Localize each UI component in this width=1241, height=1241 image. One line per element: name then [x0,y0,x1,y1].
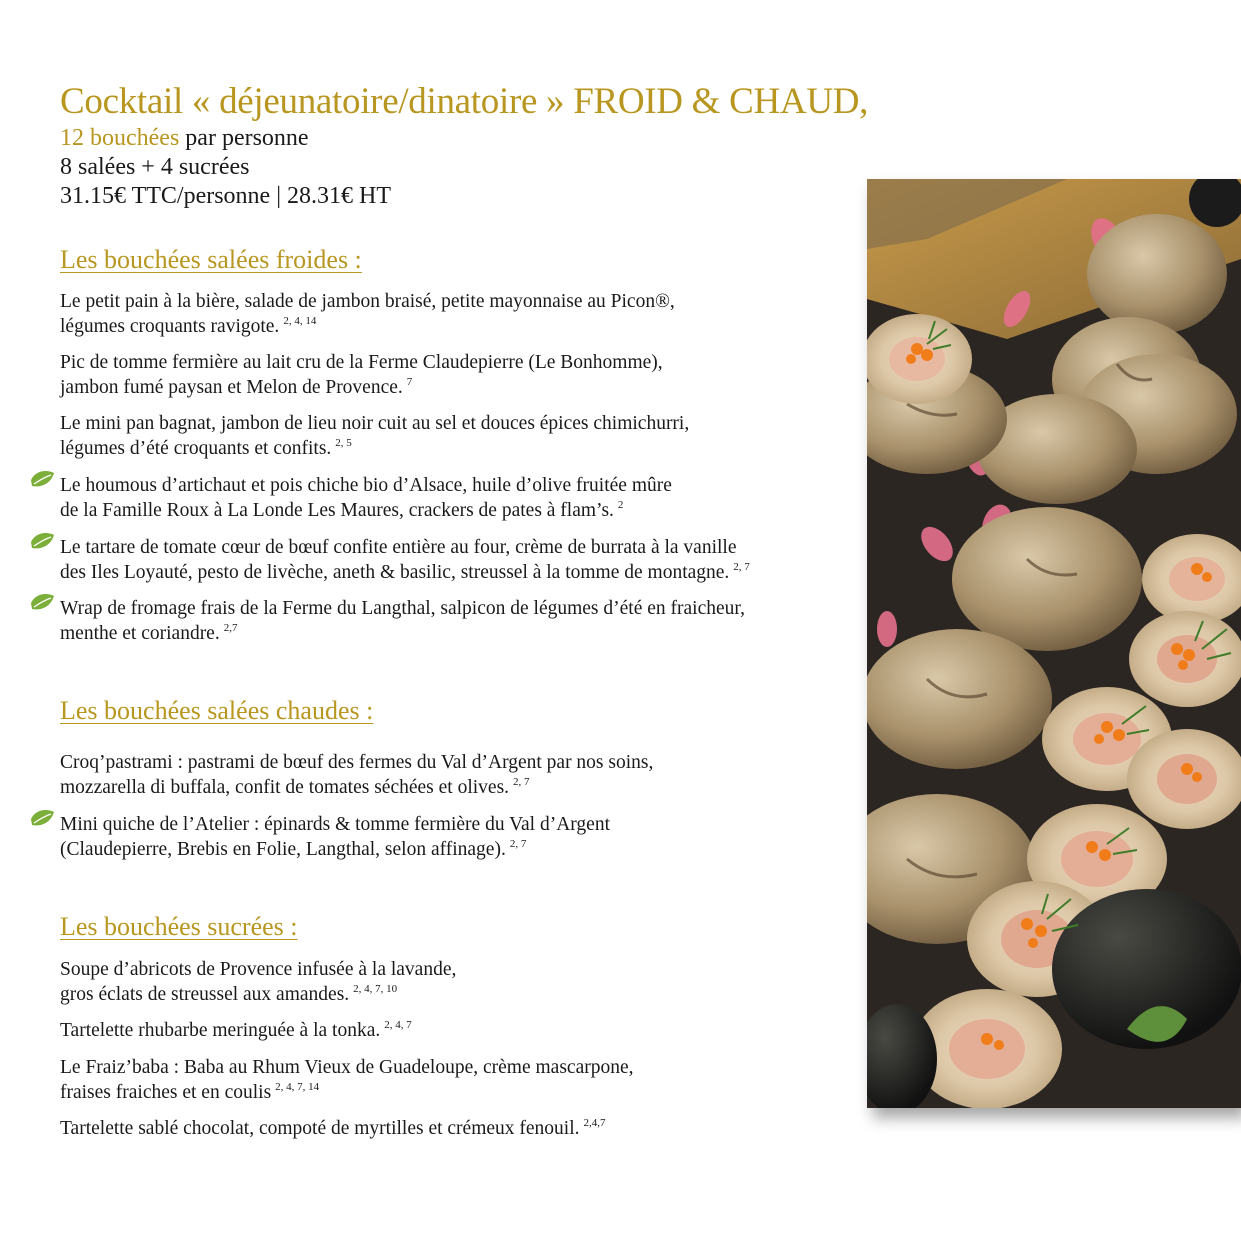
page-title: Cocktail « déjeunatoire/dinatoire » FROID & CHAUD, [60,81,869,122]
item-line [60,1018,850,1043]
allergen-codes: 2, 4, 7 [384,1019,412,1031]
leaf-icon [30,532,55,552]
item-line [60,1080,850,1105]
menu-item-vegetarian [60,535,850,585]
menu-item [60,750,850,800]
allergen-codes: 2,7 [223,622,238,634]
item-line [60,498,850,523]
item-text: jambon fumé paysan et Melon de Provence. [60,377,403,398]
item-line [60,621,850,646]
menu-item [60,1116,850,1141]
item-text: menthe et coriandre. [60,623,220,644]
leaf-icon [30,470,55,490]
item-text: (Claudepierre, Brebis en Folie, Langthal, selon affinage). [60,839,506,860]
item-text: Tartelette sablé chocolat, compoté de myrtilles et crémeux fenouil. [60,1118,580,1139]
item-text: des Iles Loyauté, pesto de livèche, aneth & basilic, streussel à la tomme de montagne. [60,562,730,583]
portion-line [60,124,391,153]
food-photo-illustration [867,179,1241,1108]
item-line [60,314,850,339]
allergen-codes: 2,4,7 [583,1117,606,1129]
allergen-codes: 2, 7 [513,776,530,788]
food-photo [867,179,1241,1108]
intro-block [60,124,391,211]
allergen-codes: 2, 4, 7, 14 [275,1081,320,1093]
item-line: Mini quiche de l’Atelier : épinards & tomme fermière du Val d’Argent [60,814,610,835]
menu-item-vegetarian [60,473,850,523]
menu-item-vegetarian [60,812,850,862]
section-title-cold: Les bouchées salées froides : [60,245,362,274]
allergen-codes: 7 [406,376,413,388]
item-line [60,837,850,862]
item-line: Croq’pastrami : pastrami de bœuf des fermes du Val d’Argent par nos soins, [60,752,654,773]
item-line [60,560,850,585]
allergen-codes: 2, 4, 7, 10 [353,983,398,995]
leaf-icon [30,593,55,613]
menu-item [60,350,850,400]
item-line: Wrap de fromage frais de la Ferme du Langthal, salpicon de légumes d’été en fraicheur, [60,598,745,619]
menu-item [60,289,850,339]
portion-split: 8 salées + 4 sucrées [60,154,250,180]
leaf-icon [30,809,55,829]
item-line: Le mini pan bagnat, jambon de lieu noir cuit au sel et douces épices chimichurri, [60,413,690,434]
portion-text: par personne [179,125,309,151]
item-text: mozzarella di buffala, confit de tomates séchées et olives. [60,777,510,798]
item-text: Tartelette rhubarbe meringuée à la tonka. [60,1020,381,1041]
allergen-codes: 2, 4, 14 [283,315,317,327]
allergen-codes: 2 [617,499,624,511]
item-line: Soupe d’abricots de Provence infusée à la lavande, [60,959,457,980]
section-title-hot: Les bouchées salées chaudes : [60,696,374,725]
menu-item-vegetarian [60,596,850,646]
item-line [60,982,850,1007]
item-line: Le petit pain à la bière, salade de jambon braisé, petite mayonnaise au Picon®, [60,291,675,312]
item-text: fraises fraiches et en coulis [60,1082,272,1103]
portion-count: 12 bouchées [60,125,180,151]
item-text: légumes croquants ravigote. [60,316,280,337]
item-text: de la Famille Roux à La Londe Les Maures, crackers de pates à flam’s. [60,500,614,521]
price-line: 31.15€ TTC/personne | 28.31€ HT [60,183,391,209]
section-title-sweet: Les bouchées sucrées : [60,912,298,941]
item-line [60,375,850,400]
menu-item [60,1018,850,1043]
item-line: Le houmous d’artichaut et pois chiche bio d’Alsace, huile d’olive fruitée mûre [60,475,672,496]
menu-item [60,1055,850,1105]
item-line [60,775,850,800]
item-line: Pic de tomme fermière au lait cru de la Ferme Claudepierre (Le Bonhomme), [60,352,663,373]
item-line [60,436,850,461]
allergen-codes: 2, 5 [335,437,352,449]
item-line: Le Fraiz’baba : Baba au Rhum Vieux de Guadeloupe, crème mascarpone, [60,1057,634,1078]
item-line [60,1116,850,1141]
item-text: légumes d’été croquants et confits. [60,438,332,459]
allergen-codes: 2, 7 [509,838,527,850]
menu-item [60,411,850,461]
menu-item [60,957,850,1007]
allergen-codes: 2, 7 [733,561,750,573]
item-line: Le tartare de tomate cœur de bœuf confite entière au four, crème de burrata à la vanille [60,537,737,558]
item-text: gros éclats de streussel aux amandes. [60,984,350,1005]
